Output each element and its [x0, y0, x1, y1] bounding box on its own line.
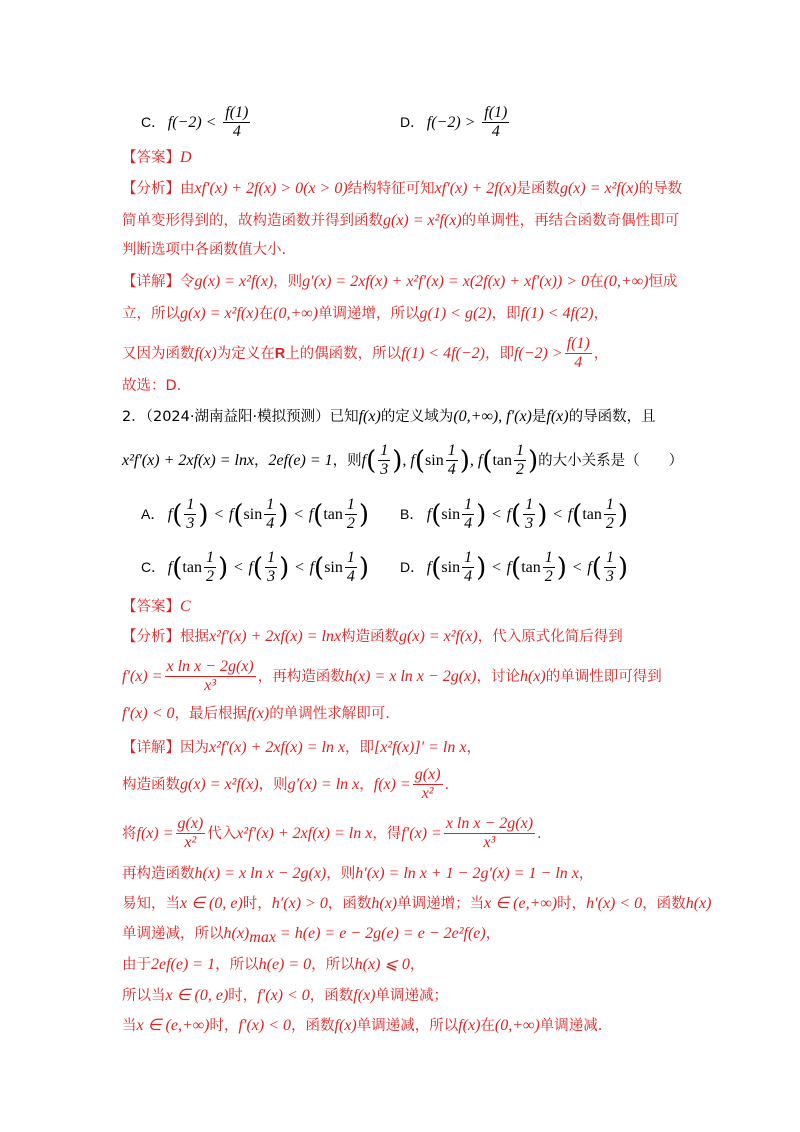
q1-analysis-line3: 判断选项中各函数值大小. — [122, 242, 287, 258]
q2-detail-line8: 所以当x ∈ (0, e)时，f′(x) < 0，函数f(x)单调递减； — [122, 987, 448, 1004]
fraction: $\frac{1}{4}$ — [464, 549, 473, 586]
fraction: $\frac{1}{4}$ — [447, 442, 456, 479]
q2-detail-line9: 当x ∈ (e,+∞)时，f′(x) < 0，函数f(x)单调递减，所以f(x)在(0,+∞)单调递减. — [122, 1017, 603, 1034]
fraction: $\frac{1}{3}$ — [605, 549, 614, 586]
q2-analysis-line2: f′(x) = $\frac{\text{x ln x − 2g(x)}}{\text{x³}}$ ，再构造函数h(x) = x ln x − 2g(x)，讨论h(x)的单调性即可得到 — [122, 658, 662, 695]
fraction: $\frac{1}{4}$ — [266, 496, 275, 533]
q2-stem-line2: x²f′(x) + 2xf(x) = lnx，2ef(e) = 1，则f( $\frac{1}{3}$ ), f(sin $\frac{1}{4}$ ), f(tan $\frac{1}{2}$ )的大小关系是（ ） — [122, 442, 684, 479]
q1-analysis-line2: 简单变形得到的，故构造函数并得到函数g(x) = x²f(x)的单调性，再结合函数奇偶性即可 — [122, 212, 680, 229]
fraction: $\frac{1}{3}$ — [186, 496, 195, 533]
fraction: $\frac{1}{2}$ — [516, 442, 525, 479]
q2-detail-line7: 由于2ef(e) = 1，所以h(e) = 0，所以h(x) ⩽ 0， — [122, 956, 425, 973]
q2-detail-line1: 【详解】因为x²f′(x) + 2xf(x) = ln x，即[x²f(x)]′ = ln x， — [122, 739, 481, 756]
fraction: $\frac{1}{2}$ — [346, 496, 355, 533]
q2-detail-line2: 构造函数g(x) = x²f(x)，则g′(x) = ln x，f(x) = $\frac{g(x)}{\text{x²}}$ . — [122, 766, 450, 803]
q2-option-d: D． f(sin $\frac{1}{4}$ ) < f(tan $\frac{1}{2}$ ) < f( $\frac{1}{3}$ ) — [400, 549, 629, 586]
fraction: $\frac{f(1)}{4}$ — [566, 335, 590, 372]
fraction: $\frac{1}{4}$ — [464, 496, 473, 533]
fraction: $\frac{1}{4}$ — [346, 549, 355, 586]
q2-stem-line1: 2．（2024·湖南益阳·模拟预测）已知f(x)的定义域为(0,+∞), f′(x)是f(x)的导函数，且 — [122, 408, 656, 425]
q1-option-c: C． f(−2) < $\frac{f(1)}{4}$ — [141, 104, 249, 141]
fraction: $\frac{\text{x ln x − 2g(x)}}{\text{x³}}$ — [445, 815, 534, 852]
q2-analysis-line3: f′(x) < 0，最后根据f(x)的单调性求解即可. — [122, 705, 390, 722]
fraction: $\frac{f(1)}{4}$ — [484, 104, 508, 141]
q2-analysis-line1: 【分析】根据x²f′(x) + 2xf(x) = lnx构造函数g(x) = x²f(x)，代入原式化简后得到 — [122, 628, 623, 645]
fraction: $\frac{1}{2}$ — [544, 549, 553, 586]
q1-detail-line4: 故选：D. — [122, 378, 182, 394]
q2-detail-line6: 单调递减，所以$h(x)_{max} = h(e) = e - 2g(e) = e - 2e^2f(e)$， — [122, 925, 501, 946]
q2-option-c: C． f(tan $\frac{1}{2}$ ) < f( $\frac{1}{3}$ ) < f(sin $\frac{1}{4}$ ) — [141, 549, 370, 586]
q2-option-b: B． f(sin $\frac{1}{4}$ ) < f( $\frac{1}{3}$ ) < f(tan $\frac{1}{2}$ ) — [400, 496, 629, 533]
q2-detail-line5: 易知，当x ∈ (0, e)时，h′(x) > 0，函数h(x)单调递增；当x ∈ (e,+∞)时，h′(x) < 0，函数h(x) — [122, 895, 712, 912]
fraction: $\frac{\text{x ln x − 2g(x)}}{\text{x³}}$ — [166, 658, 254, 695]
q2-answer: 【答案】C — [122, 598, 191, 615]
fraction: $\frac{1}{2}$ — [205, 549, 214, 586]
q2-detail-line3: 将f(x) = $\frac{g(x)}{\text{x²}}$ 代入x²f′(x) + 2xf(x) = ln x，得f′(x) = $\frac{\text{x ln x − 2g(x)}}{\text{x³}}$ . — [122, 815, 542, 852]
q2-option-a: A． f( $\frac{1}{3}$ ) < f(sin $\frac{1}{4}$ ) < f(tan $\frac{1}{2}$ ) — [141, 496, 370, 533]
fraction: $\frac{g(x)}{\text{x²}}$ — [177, 815, 204, 852]
fraction: $\frac{1}{3}$ — [267, 549, 276, 586]
q1-option-d: D． f(−2) > $\frac{f(1)}{4}$ — [400, 104, 508, 141]
q1-detail-line2: 立，所以g(x) = x²f(x)在(0,+∞)单调递增，所以g(1) < g(2)，即f(1) < 4f(2)， — [122, 305, 609, 322]
fraction: $\frac{1}{3}$ — [380, 442, 389, 479]
q2-detail-line4: 再构造函数h(x) = x ln x − 2g(x)，则h′(x) = ln x + 1 − 2g′(x) = 1 − ln x， — [122, 865, 594, 882]
q1-answer: 【答案】D — [122, 149, 192, 166]
q1-detail-line3: 又因为函数f(x)为定义在R上的偶函数，所以f(1) < 4f(−2)，即f(−2) > $\frac{f(1)}{4}$ ， — [122, 335, 609, 372]
q1-detail-line1: 【详解】令g(x) = x²f(x)，则g′(x) = 2xf(x) + x²f′(x) = x(2f(x) + xf′(x)) > 0在(0,+∞)恒成 — [122, 273, 678, 290]
fraction: $\frac{1}{3}$ — [525, 496, 534, 533]
q1-analysis-line1: 【分析】由xf′(x) + 2f(x) > 0(x > 0)结构特征可知xf′(x) + 2f(x)是函数g(x) = x²f(x)的导数 — [122, 180, 683, 197]
fraction: $\frac{g(x)}{\text{x²}}$ — [414, 766, 441, 803]
fraction: $\frac{1}{2}$ — [605, 496, 614, 533]
fraction: $\frac{f(1)}{4}$ — [225, 104, 249, 141]
